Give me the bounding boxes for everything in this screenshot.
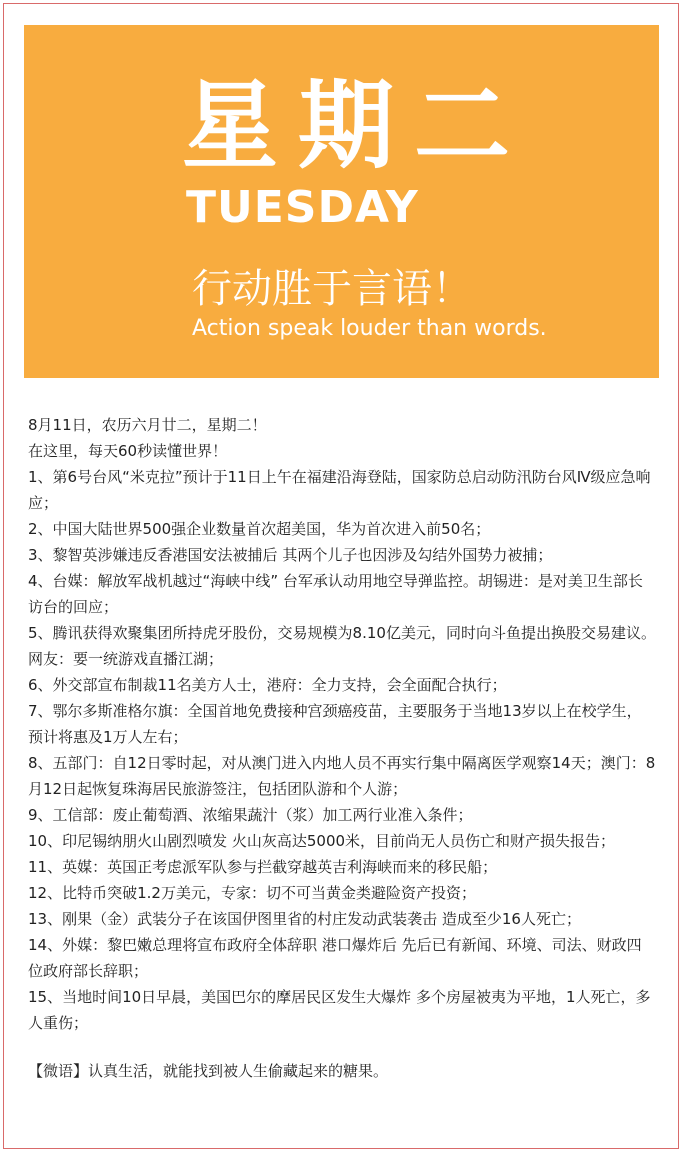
news-item: 6、外交部宣布制裁11名美方人士，港府：全力支持，会全面配合执行；: [28, 676, 507, 694]
news-item: 8、五部门：自12日零时起，对从澳门进入内地人员不再实行集中隔离医学观察14天；澳门：8月12日起恢复珠海居民旅游签注，包括团队游和个人游；: [28, 754, 656, 798]
news-item: 3、黎智英涉嫌违反香港国安法被捕后 其两个儿子也因涉及勾结外国势力被捕；: [28, 546, 553, 564]
news-item: 2、中国大陆世界500强企业数量首次超美国，华为首次进入前50名；: [28, 520, 491, 538]
banner-slogan: 行动胜于言语！: [192, 266, 472, 312]
article-body: [28, 412, 656, 1084]
news-item: 9、工信部：废止葡萄酒、浓缩果蔬汁（浆）加工两行业准入条件；: [28, 806, 473, 824]
date-line: 8月11日，农历六月廿二，星期二！: [28, 416, 267, 434]
banner-slogan-en: Action speak louder than words.: [192, 316, 547, 341]
news-item: 11、英媒：英国正考虑派军队参与拦截穿越英吉利海峡而来的移民船；: [28, 858, 498, 876]
news-item: 4、台媒：解放军战机越过“海峡中线” 台军承认动用地空导弹监控。胡锡进：是对美卫生部长访台的回应；: [28, 572, 643, 616]
banner-subtitle: TUESDAY: [186, 182, 419, 233]
news-item: 7、鄂尔多斯准格尔旗：全国首地免费接种宫颈癌疫苗，主要服务于当地13岁以上在校学生，预计将惠及1万人左右；: [28, 702, 642, 746]
intro-line: 在这里，每天60秒读懂世界！: [28, 442, 228, 460]
news-item: 10、印尼锡纳朋火山剧烈喷发 火山灰高达5000米，目前尚无人员伤亡和财产损失报告；: [28, 832, 616, 850]
banner-title: 星期二: [182, 70, 530, 182]
news-item: 13、刚果（金）武装分子在该国伊图里省的村庄发动武装袭击 造成至少16人死亡；: [28, 910, 581, 928]
news-item: 14、外媒：黎巴嫩总理将宣布政府全体辞职 港口爆炸后 先后已有新闻、环境、司法、财政四位政府部长辞职；: [28, 936, 642, 980]
news-item: 12、比特币突破1.2万美元，专家：切不可当黄金类避险资产投资；: [28, 884, 476, 902]
news-item: 15、当地时间10日早晨，美国巴尔的摩居民区发生大爆炸 多个房屋被夷为平地，1人死亡，多人重伤；: [28, 988, 651, 1032]
header-banner: [24, 25, 659, 378]
news-item: 1、第6号台风“米克拉”预计于11日上午在福建沿海登陆，国家防总启动防汛防台风Ⅳ级应急响应；: [28, 468, 651, 512]
news-item: 5、腾讯获得欢聚集团所持虎牙股份，交易规模为8.10亿美元，同时向斗鱼提出换股交易建议。网友：要一统游戏直播江湖；: [28, 624, 656, 668]
daily-quote: 【微语】认真生活，就能找到被人生偷藏起来的糖果。: [28, 1062, 389, 1080]
